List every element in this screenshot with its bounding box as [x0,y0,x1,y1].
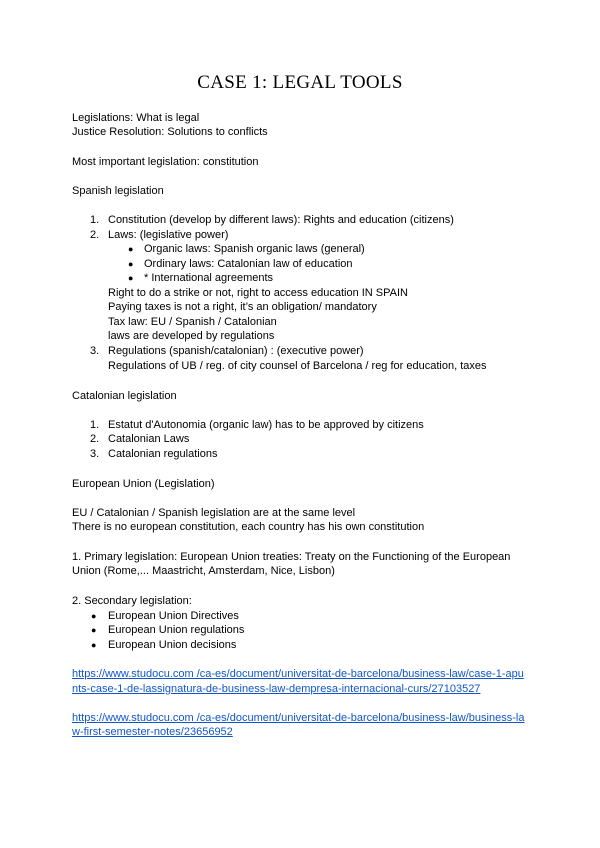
eu-secondary-heading: 2. Secondary legislation: [72,595,192,607]
studocu-link-1-part-2[interactable]: nts-case-1-de-lassignatura-de-business-law-dempresa-internacional-curs/27103527 [72,683,481,695]
catalonian-heading: Catalonian legislation [72,390,177,402]
eu-secondary-item-3: European Union decisions [108,639,237,651]
spanish-heading: Spanish legislation [72,185,164,197]
catalonian-item-3: Catalonian regulations [108,448,218,460]
studocu-link-2-part-2[interactable]: w-first-semester-notes/23656952 [72,726,233,738]
eu-primary-line-2: Union (Rome,... Maastricht, Amsterdam, Nice, Lisbon) [72,565,335,577]
intro-line-2: Justice Resolution: Solutions to conflicts [72,126,268,138]
list-number: 2. [90,433,100,445]
catalonian-item-1: Estatut d'Autonomia (organic law) has to be approved by citizens [108,419,424,431]
eu-line-1: EU / Catalonian / Spanish legislation are at the same level [72,507,356,519]
spanish-item-3: Regulations (spanish/catalonian) : (executive power) [108,345,364,357]
bullet-icon: ● [128,259,134,269]
spanish-item-2: Laws: (legislative power) [108,229,229,241]
bullet-icon: ● [128,244,134,254]
list-number: 1. [90,419,100,431]
spanish-sub-1: Organic laws: Spanish organic laws (general) [144,243,365,255]
spanish-note-2: Paying taxes is not a right, it’s an obligation/ mandatory [108,301,377,313]
eu-line-2: There is no european constitution, each country has his own constitution [72,521,425,533]
eu-primary-line-1: 1. Primary legislation: European Union treaties: Treaty on the Functioning of the European [72,551,511,563]
eu-heading: European Union (Legislation) [72,478,215,490]
bullet-icon: ● [91,625,97,635]
list-number: 2. [90,229,100,241]
spanish-item-3-detail: Regulations of UB / reg. of city counsel of Barcelona / reg for education, taxes [108,360,487,372]
list-number: 3. [90,345,100,357]
spanish-sub-3: * International agreements [144,272,274,284]
spanish-item-1: Constitution (develop by different laws): Rights and education (citizens) [108,214,454,226]
bullet-icon: ● [128,273,134,283]
studocu-link-1-part-1[interactable]: https://www.studocu.com /ca-es/document/universitat-de-barcelona/business-law/case-1-apu [72,668,524,680]
bullet-icon: ● [91,640,97,650]
spanish-note-3: Tax law: EU / Spanish / Catalonian [108,316,277,328]
page-title: CASE 1: LEGAL TOOLS [197,72,403,93]
intro-line-3: Most important legislation: constitution [72,156,259,168]
intro-line-1: Legislations: What is legal [72,112,200,124]
eu-secondary-item-1: European Union Directives [108,610,239,622]
spanish-sub-2: Ordinary laws: Catalonian law of education [144,258,353,270]
spanish-note-1: Right to do a strike or not, right to access education IN SPAIN [108,287,408,299]
spanish-note-4: laws are developed by regulations [108,330,275,342]
studocu-link-2-part-1[interactable]: https://www.studocu.com /ca-es/document/universitat-de-barcelona/business-law/business-la [72,712,525,724]
list-number: 3. [90,448,100,460]
bullet-icon: ● [91,611,97,621]
list-number: 1. [90,214,100,226]
eu-secondary-item-2: European Union regulations [108,624,245,636]
catalonian-item-2: Catalonian Laws [108,433,190,445]
